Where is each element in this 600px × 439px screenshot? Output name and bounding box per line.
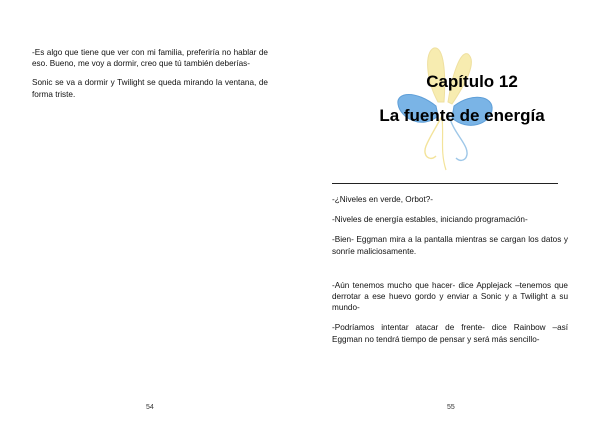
right-paragraph: -Bien- Eggman mira a la pantalla mientras se cargan los datos y sonríe maliciosamente.	[332, 235, 568, 256]
chapter-title: La fuente de energía	[379, 106, 545, 125]
right-page-text	[332, 194, 568, 354]
left-paragraph: Sonic se va a dormir y Twilight se queda mirando la ventana, de forma triste.	[32, 78, 268, 99]
right-paragraph: -Niveles de energía estables, iniciando programación-	[332, 215, 528, 225]
chapter-number: Capítulo 12	[426, 72, 518, 91]
right-paragraph: -¿Niveles en verde, Orbot?-	[332, 195, 434, 204]
page-number: 55	[447, 404, 455, 411]
chapter-divider	[332, 183, 558, 184]
right-paragraph: -Aún tenemos mucho que hacer- dice Applejack –tenemos que derrotar a ese huevo gordo y enviar a Sonic y a Twilight a su mundo-	[332, 280, 568, 313]
right-paragraph: -Podríamos intentar atacar de frente- dice Rainbow –así Eggman no tendrá tiempo de pensar y será más sencillo-	[332, 323, 568, 344]
right-page	[300, 0, 600, 439]
left-paragraph: -Es algo que tiene que ver con mi familia, preferiría no hablar de eso. Bueno, me voy a dormir, creo que tú también deberías-	[32, 48, 268, 69]
page-number: 54	[146, 404, 154, 411]
left-page-text	[32, 47, 268, 108]
